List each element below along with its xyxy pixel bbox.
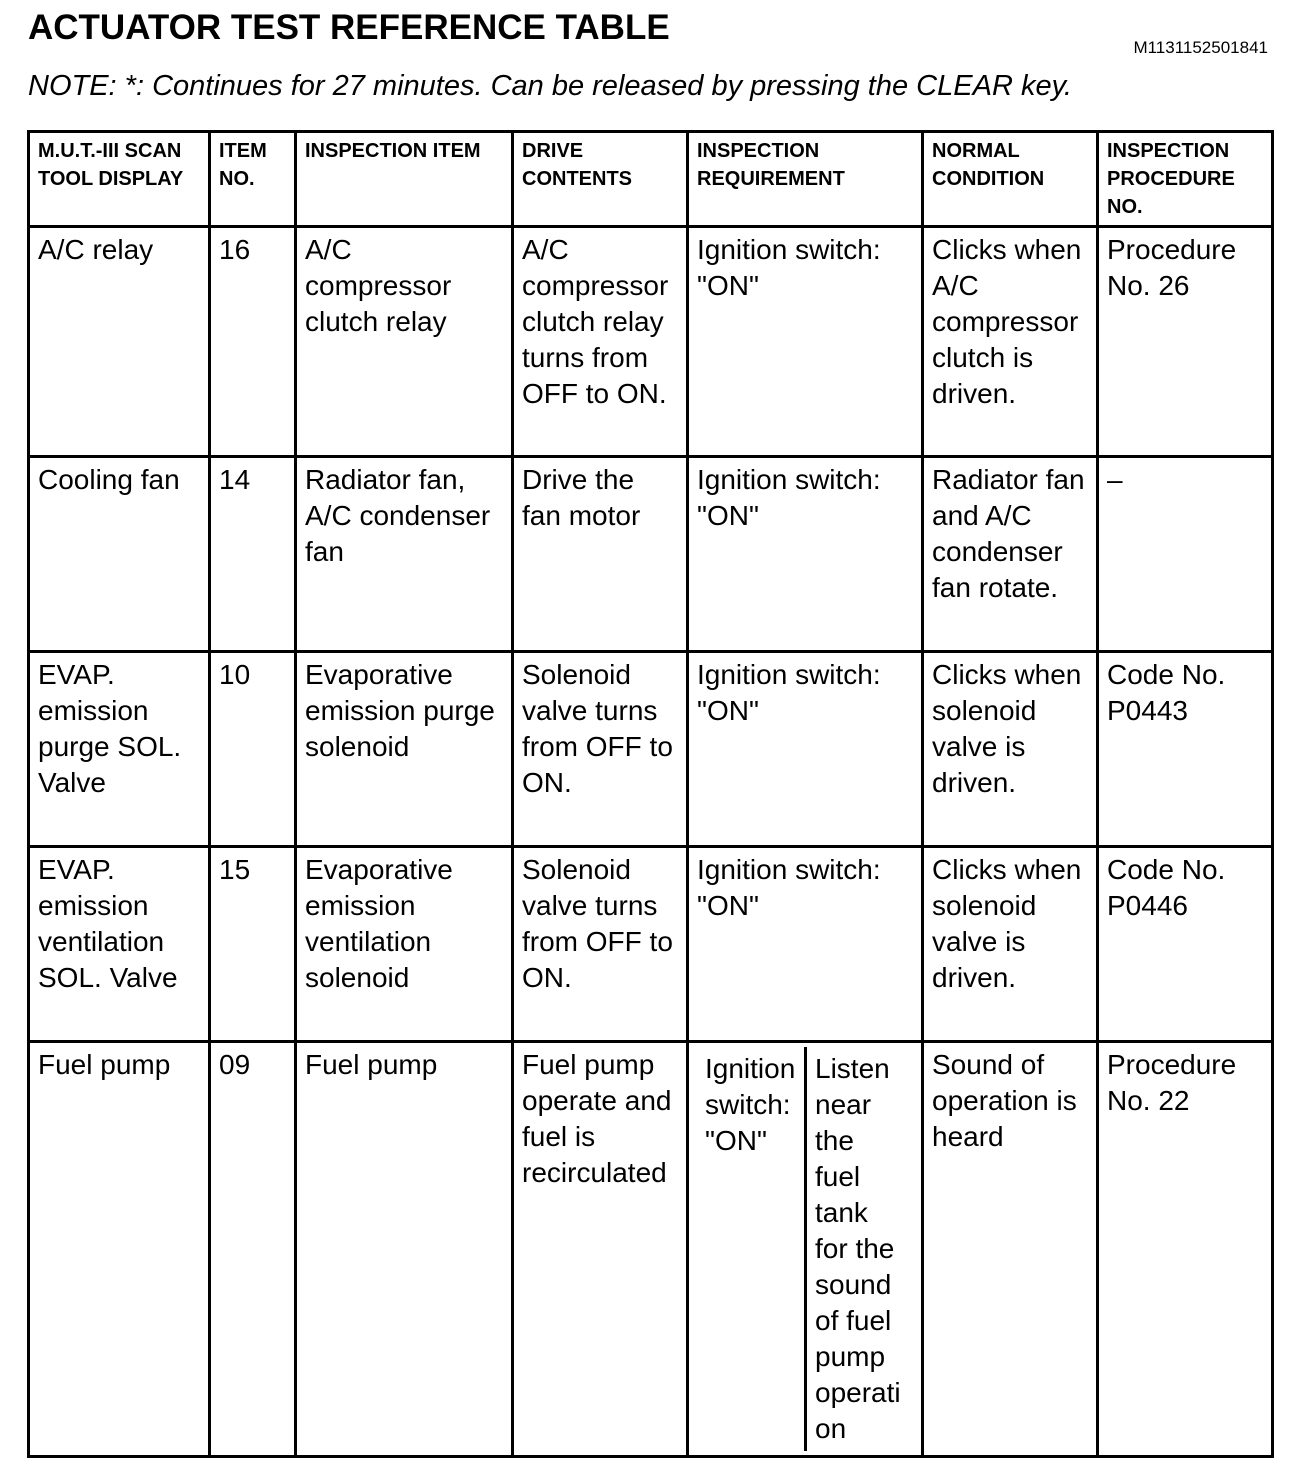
cell-scan-display: Cooling fan xyxy=(29,457,210,652)
cell-inspection-item: Evaporative emission purge solenoid xyxy=(296,652,513,847)
table-header-row xyxy=(29,132,1273,227)
cell-inspection-item: Fuel pump xyxy=(296,1042,513,1457)
cell-drive-contents: A/C compressor clutch relay turns from OFF to ON. xyxy=(513,227,688,457)
cell-scan-display: EVAP. emission purge SOL. Valve xyxy=(29,652,210,847)
cell-normal-condition: Radiator fan and A/C condenser fan rotate. xyxy=(923,457,1098,652)
note-text: NOTE: *: Continues for 27 minutes. Can be released by pressing the CLEAR key. xyxy=(28,70,1072,102)
cell-normal-condition: Clicks when solenoid valve is driven. xyxy=(923,847,1098,1042)
cell-drive-contents: Fuel pump operate and fuel is recirculated xyxy=(513,1042,688,1457)
cell-drive-contents: Solenoid valve turns from OFF to ON. xyxy=(513,652,688,847)
cell-inspection-requirement: Ignition switch: "ON" xyxy=(688,457,923,652)
table-row xyxy=(29,457,1273,652)
table-row xyxy=(29,1042,1273,1457)
header-item-no: ITEM NO. xyxy=(210,132,296,227)
cell-scan-display: A/C relay xyxy=(29,227,210,457)
cell-inspection-requirement-extra: Listen near the fuel tank for the sound of fuel pump operation xyxy=(815,1053,901,1444)
split-cell-container xyxy=(697,1047,913,1451)
cell-procedure-no: Code No. P0446 xyxy=(1098,847,1273,1042)
cell-inspection-requirement-split xyxy=(688,1042,923,1457)
cell-drive-contents: Drive the fan motor xyxy=(513,457,688,652)
cell-inspection-requirement: Ignition switch: "ON" xyxy=(688,227,923,457)
cell-item-no: 15 xyxy=(210,847,296,1042)
header-procedure-no: INSPECTION PROCEDURE NO. xyxy=(1098,132,1273,227)
cell-item-no: 09 xyxy=(210,1042,296,1457)
document-id: M1131152501841 xyxy=(1133,38,1268,57)
cell-scan-display: EVAP. emission ventilation SOL. Valve xyxy=(29,847,210,1042)
cell-item-no: 14 xyxy=(210,457,296,652)
cell-normal-condition: Clicks when solenoid valve is driven. xyxy=(923,652,1098,847)
cell-procedure-no: – xyxy=(1098,457,1273,652)
page-title: ACTUATOR TEST REFERENCE TABLE xyxy=(28,8,670,47)
cell-scan-display: Fuel pump xyxy=(29,1042,210,1457)
cell-inspection-requirement: Ignition switch: "ON" xyxy=(688,847,923,1042)
cell-drive-contents: Solenoid valve turns from OFF to ON. xyxy=(513,847,688,1042)
cell-item-no: 16 xyxy=(210,227,296,457)
table-row xyxy=(29,227,1273,457)
cell-procedure-no: Code No. P0443 xyxy=(1098,652,1273,847)
cell-procedure-no: Procedure No. 22 xyxy=(1098,1042,1273,1457)
header-scan-display: M.U.T.-III SCAN TOOL DISPLAY xyxy=(29,132,210,227)
actuator-test-table xyxy=(27,130,1274,1458)
header-inspection-item: INSPECTION ITEM xyxy=(296,132,513,227)
header-drive-contents: DRIVE CONTENTS xyxy=(513,132,688,227)
cell-inspection-item: Evaporative emission ventilation solenoid xyxy=(296,847,513,1042)
cell-inspection-requirement: Ignition switch: "ON" xyxy=(688,652,923,847)
cell-inspection-item: Radiator fan, A/C condenser fan xyxy=(296,457,513,652)
header-normal-condition: NORMAL CONDITION xyxy=(923,132,1098,227)
table-row xyxy=(29,652,1273,847)
header-inspection-requirement: INSPECTION REQUIREMENT xyxy=(688,132,923,227)
cell-procedure-no: Procedure No. 26 xyxy=(1098,227,1273,457)
cell-inspection-item: A/C compressor clutch relay xyxy=(296,227,513,457)
table-row xyxy=(29,847,1273,1042)
cell-normal-condition: Sound of operation is heard xyxy=(923,1042,1098,1457)
cell-normal-condition: Clicks when A/C compressor clutch is driven. xyxy=(923,227,1098,457)
cell-inspection-requirement: Ignition switch: "ON" xyxy=(697,1047,807,1451)
cell-item-no: 10 xyxy=(210,652,296,847)
